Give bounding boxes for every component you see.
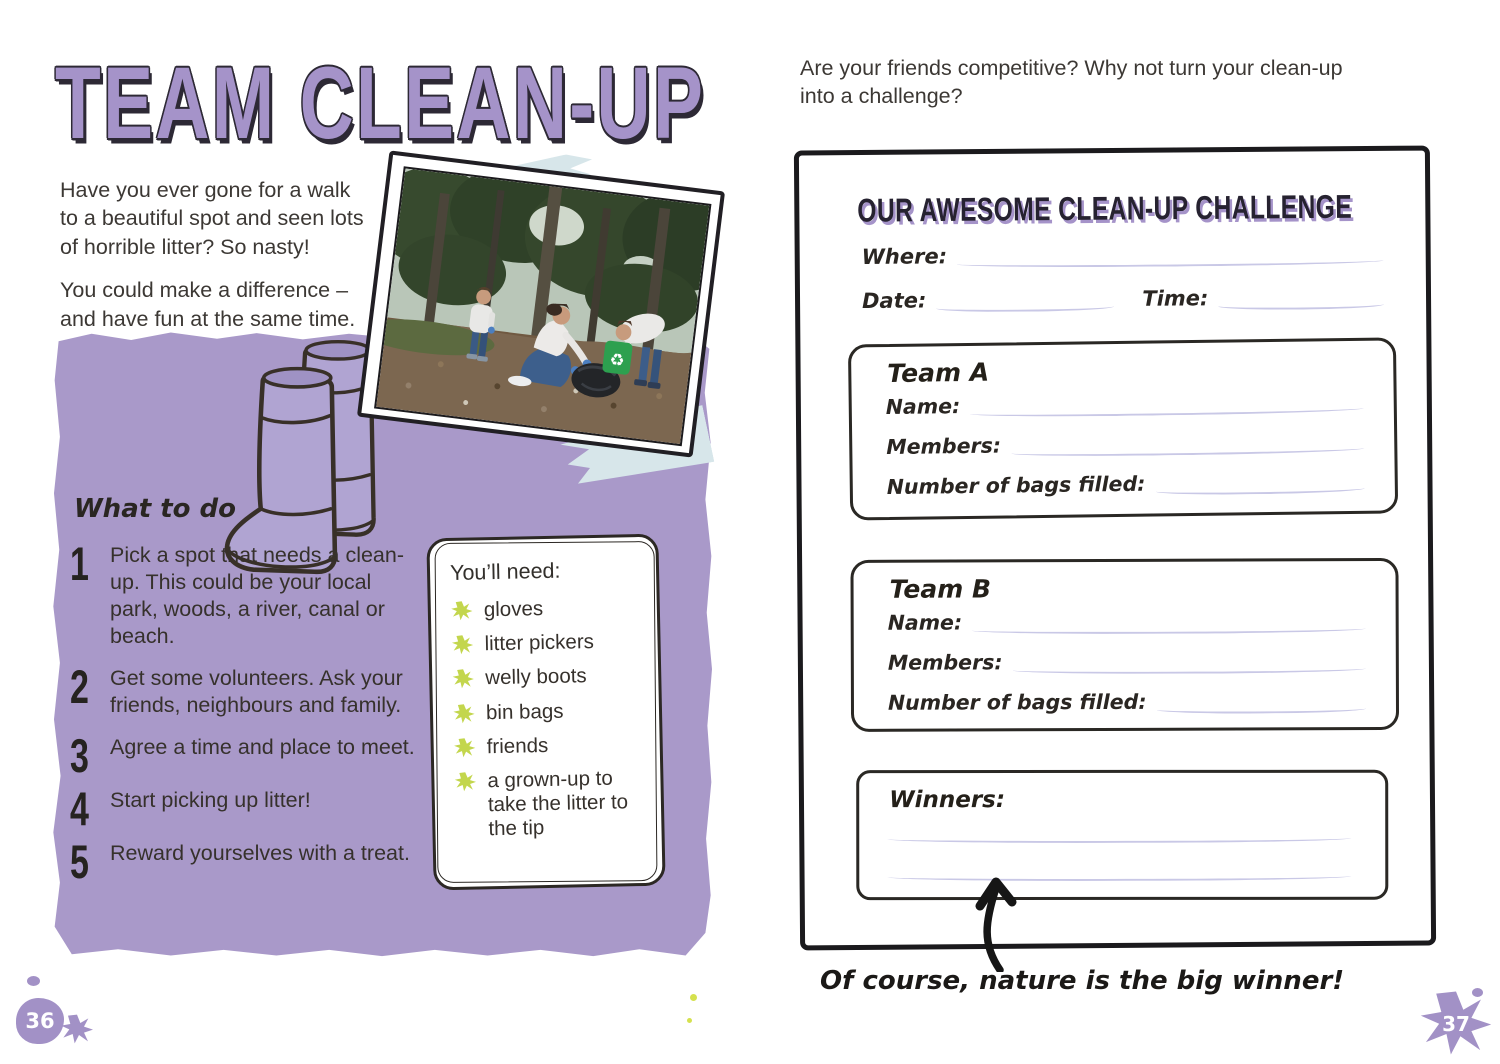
list-item-label: welly boots [485,664,587,690]
bags-label: Number of bags filled: [887,689,1147,715]
list-item [452,663,642,691]
members-line [1013,655,1366,674]
left-intro [60,176,368,348]
field-row [886,389,1364,419]
star-bullet-icon [453,703,475,723]
step-text: Pick a spot that needs a clean-up. This could be your local park, woods, a river, canal or beach. [110,543,405,649]
page-number: 37 [1442,1012,1470,1037]
page-title: TEAM CLEAN-UP [55,47,706,161]
winners-label: Winners: [889,787,1006,814]
star-bullet-icon [451,635,473,655]
members-line [1011,435,1364,458]
list-item-label: bin bags [485,699,564,724]
step-number: 4 [70,783,89,836]
bags-line [1155,475,1365,496]
field-row [887,469,1365,499]
what-to-do-steps [70,538,422,893]
what-to-do-heading: What to do [74,494,237,524]
list-item [453,698,643,726]
where-line [957,247,1384,268]
decorative-dot [1472,988,1483,997]
step-number: 5 [70,836,89,889]
decorative-dot [27,976,40,986]
step-number: 2 [70,661,89,714]
winners-line [887,825,1351,843]
list-item-label: friends [486,733,549,758]
team-a-box [848,337,1398,520]
step-text: Start picking up litter! [110,788,311,813]
step-item [70,783,422,836]
list-item [454,766,645,843]
team-name: Team B [889,574,992,604]
step-number: 3 [70,730,89,783]
list-item-label: litter pickers [484,630,595,656]
name-label: Name: [885,394,961,420]
step-item [70,836,422,889]
star-bullet-icon [452,669,474,689]
step-item [70,661,422,719]
youll-need-heading: You’ll need: [449,558,561,585]
winners-box [856,770,1388,900]
field-row [888,609,1366,635]
photo-frame [357,150,725,457]
list-item [451,629,641,657]
challenge-form [794,146,1436,951]
members-label: Members: [886,433,1002,460]
name-line [970,395,1364,418]
star-bullet-icon [451,601,473,621]
list-item-label: gloves [483,597,544,622]
star-icon [60,1014,94,1044]
field-row [888,689,1366,715]
page-number-badge [16,998,64,1044]
date-line [936,293,1114,312]
winners-line [887,863,1351,881]
form-heading: OUR AWESOME CLEAN-UP CHALLENGE [857,189,1353,230]
time-line [1218,291,1384,310]
step-item [70,538,422,650]
decorative-dot [690,994,697,1001]
star-bullet-icon [454,737,476,757]
list-item-label: a grown-up to take the litter to the tip [487,766,629,841]
step-item [70,730,422,783]
team-name: Team A [887,357,990,389]
decorative-dot [687,1018,692,1023]
where-label: Where: [861,244,948,269]
team-b-box [850,558,1399,732]
page-number-star [1418,990,1494,1056]
where-row [862,241,1384,269]
star-bullet-icon [454,771,476,791]
page-number: 36 [25,1009,55,1033]
time-label: Time: [1142,286,1209,311]
date-label: Date: [861,288,927,313]
step-text: Agree a time and place to meet. [110,735,415,760]
list-item [453,732,643,760]
step-number: 1 [70,538,89,591]
youll-need-box [426,534,665,891]
recycle-icon: ♻ [608,349,626,371]
bags-line [1157,695,1366,714]
step-text: Get some volunteers. Ask your friends, neighbours and family. [110,666,403,718]
right-intro: Are your friends competitive? Why not turn your clean-up into a challenge? [800,56,1343,109]
field-row [886,429,1364,459]
date-time-row [862,285,1384,313]
intro-paragraph: Have you ever gone for a walk to a beautiful spot and seen lots of horrible litter? So nasty! [60,178,364,259]
step-text: Reward yourselves with a treat. [110,841,410,866]
name-line [972,615,1366,634]
footnote: Of course, nature is the big winner! [820,966,1345,996]
field-row [888,649,1366,675]
intro-paragraph: You could make a difference – and have fun at the same time. [60,278,356,331]
list-item [451,595,641,623]
arrow-up-icon [972,876,1030,972]
bags-label: Number of bags filled: [886,471,1146,500]
members-label: Members: [887,650,1003,675]
litter-picking-photo [374,166,711,446]
name-label: Name: [887,610,963,635]
